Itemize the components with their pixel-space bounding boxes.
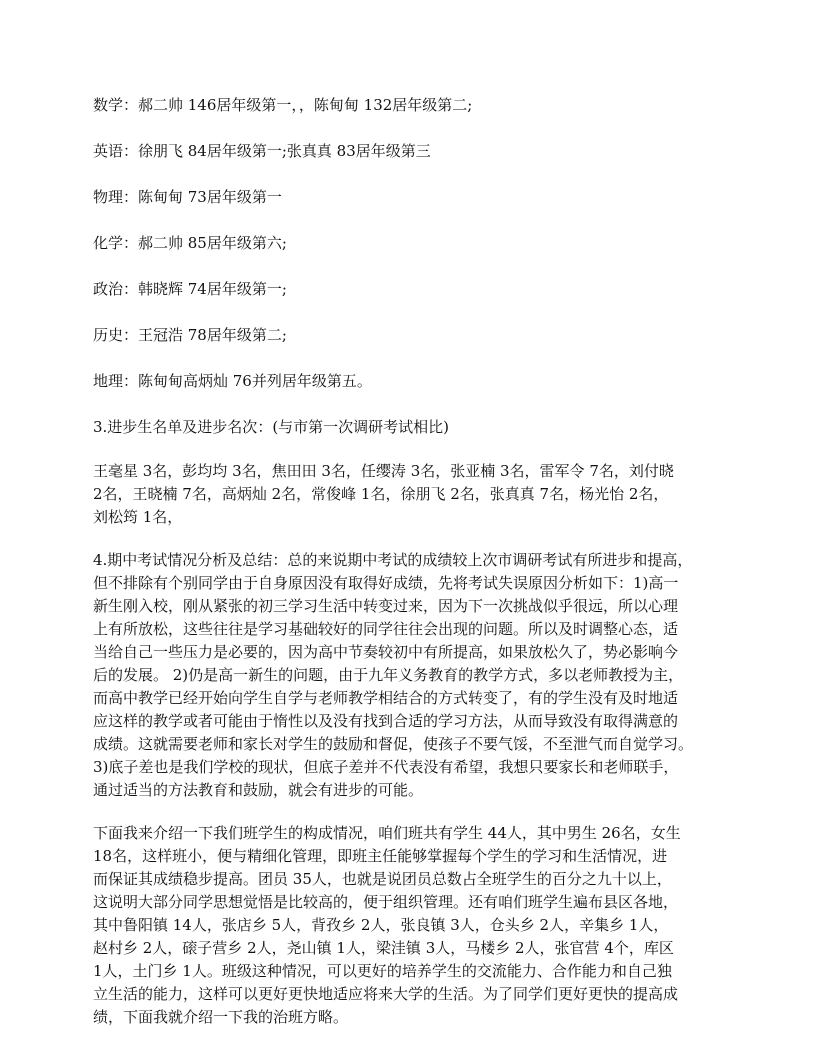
analysis-line: 4.期中考试情况分析及总结：总的来说期中考试的成绩较上次市调研考试有所进步和提高， [93,551,693,569]
subject-result-politics: 政治：韩晓辉 74居年级第一; [93,280,287,298]
analysis-line: 后的发展。 2)仍是高一新生的问题，由于九年义务教育的教学方式，多以老师教授为主， [93,666,684,684]
analysis-line: 新生刚入校，刚从紧张的初三学习生活中转变过来，因为下一次挑战似乎很远，所以心理 [93,597,679,615]
class-info-line: 这说明大部分同学思想觉悟是比较高的，便于组织管理。还有咱们班学生遍布县区各地， [93,893,679,911]
subject-result-math: 数学：郝二帅 146居年级第一，，陈甸甸 132居年级第二; [93,96,473,114]
analysis-line: 而高中教学已经开始向学生自学与老师教学相结合的方式转变了，有的学生没有及时地适 [93,689,679,707]
class-info-line: 赵村乡 2人，磙子营乡 2人，尧山镇 1人，梁洼镇 3人，马楼乡 2人，张官营 4个，库区 [93,939,674,957]
progress-heading: 3.进步生名单及进步名次：(与市第一次调研考试相比) [93,418,450,436]
class-info-line: 下面我来介绍一下我们班学生的构成情况，咱们班共有学生 44人，其中男生 26名，女生 [93,824,681,842]
subject-result-chemistry: 化学：郝二帅 85居年级第六; [93,234,287,252]
class-info-line: 其中鲁阳镇 14人，张店乡 5人，背孜乡 2人，张良镇 3人，仓头乡 2人，辛集乡 1人， [93,916,669,934]
subject-result-physics: 物理：陈甸甸 73居年级第一 [93,188,282,206]
analysis-line: 3)底子差也是我们学校的现状，但底子差并不代表没有希望，我想只要家长和老师联手， [93,758,679,776]
subject-result-history: 历史：王冠浩 78居年级第二; [93,326,287,344]
class-info-line: 绩，下面我就介绍一下我的治班方略。 [93,1008,349,1026]
progress-list-line: 王毫星 3名，彭均均 3名，焦田田 3名，任缨涛 3名，张亚楠 3名，雷军令 7名，刘付晓 [93,462,674,480]
document-page [93,92,729,1049]
progress-list-line: 刘松筠 1名， [93,508,183,526]
analysis-line: 通过适当的方法教育和鼓励，就会有进步的可能。 [93,781,424,799]
analysis-line: 当给自己一些压力是必要的，因为高中节奏较初中有所提高，如果放松久了，势必影响今 [93,643,679,661]
progress-list [93,460,729,529]
progress-list-line: 2名，王晓楠 7名，高炳灿 2名，常俊峰 1名，徐朋飞 2名，张真真 7名，杨光怡 2名， [93,485,669,503]
subject-result-geography: 地理：陈甸甸高炳灿 76并列居年级第五。 [93,372,372,390]
subject-result-english: 英语：徐朋飞 84居年级第一;张真真 83居年级第三 [93,142,431,160]
class-info-line: 1人，土门乡 1人。班级这种情况，可以更好的培养学生的交流能力、合作能力和自己独 [93,962,672,980]
analysis-line: 应这样的教学或者可能由于惰性以及没有找到合适的学习方法，从而导致没有取得满意的 [93,712,679,730]
class-info-line: 18名，这样班小，便与精细化管理，即班主任能够掌握每个学生的学习和生活情况，进 [93,847,668,865]
analysis-line: 但不排除有个别同学由于自身原因没有取得好成绩，先将考试失误原因分析如下：1)高一 [93,574,679,592]
class-info-line: 立生活的能力，这样可以更好更快地适应将来大学的生活。为了同学们更好更快的提高成 [93,985,679,1003]
exam-analysis-paragraph [93,549,729,802]
class-info-line: 而保证其成绩稳步提高。团员 35人，也就是说团员总数占全班学生的百分之九十以上， [93,870,672,888]
analysis-line: 上有所放松，这些往往是学习基础较好的同学往往会出现的问题。所以及时调整心态，适 [93,620,679,638]
class-composition-paragraph [93,822,729,1029]
analysis-line: 成绩。这就需要老师和家长对学生的鼓励和督促，使孩子不要气馁，不至泄气而自觉学习。 [93,735,694,753]
